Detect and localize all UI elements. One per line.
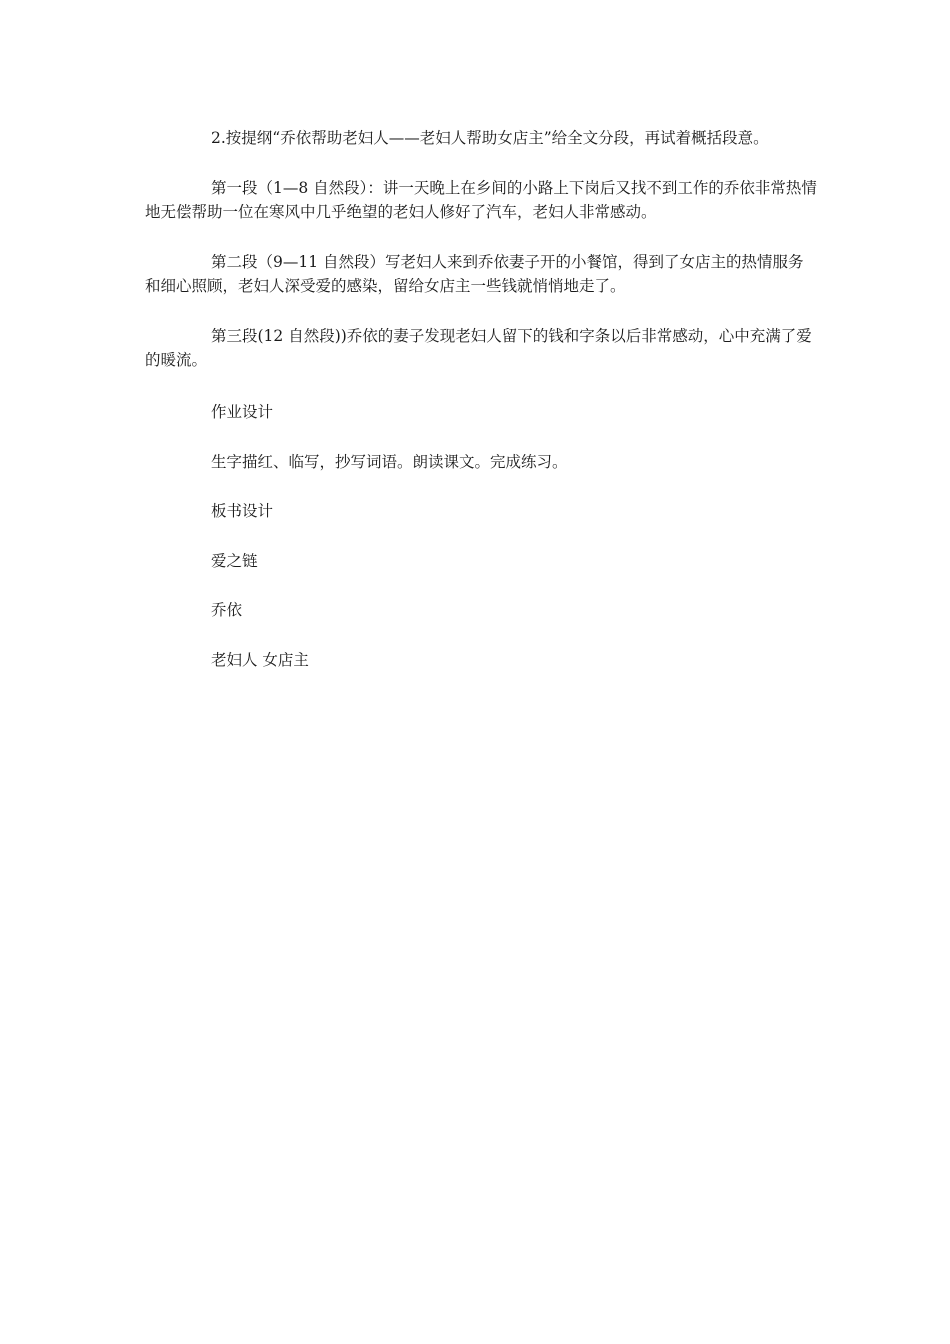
section-one-summary: 第一段（1—8 自然段）：讲一天晚上在乡间的小路上下岗后又找不到工作的乔依非常热情地无偿帮助一位在寒风中几乎绝望的老妇人修好了汽车，老妇人非常感动。 [145, 179, 817, 221]
section-two-summary: 第二段（9—11 自然段）写老妇人来到乔依妻子开的小餐馆，得到了女店主的热情服务和细心照顾，老妇人深受爱的感染，留给女店主一些钱就悄悄地走了。 [145, 253, 804, 295]
outline-instruction-paragraph: 2.按提纲“乔依帮助老妇人——老妇人帮助女店主”给全文分段，再试着概括段意。 [211, 129, 769, 147]
board-design-heading: 板书设计 [211, 502, 274, 520]
section-three-summary: 第三段(12 自然段))乔依的妻子发现老妇人留下的钱和字条以后非常感动，心中充满了爱的暖流。 [145, 327, 812, 369]
board-character-joey: 乔依 [211, 601, 243, 619]
homework-content: 生字描红、临写，抄写词语。朗读课文。完成练习。 [211, 453, 568, 471]
board-characters-old-woman-shopkeeper: 老妇人 女店主 [211, 651, 309, 669]
board-title: 爱之链 [211, 552, 258, 570]
homework-heading: 作业设计 [211, 403, 274, 421]
